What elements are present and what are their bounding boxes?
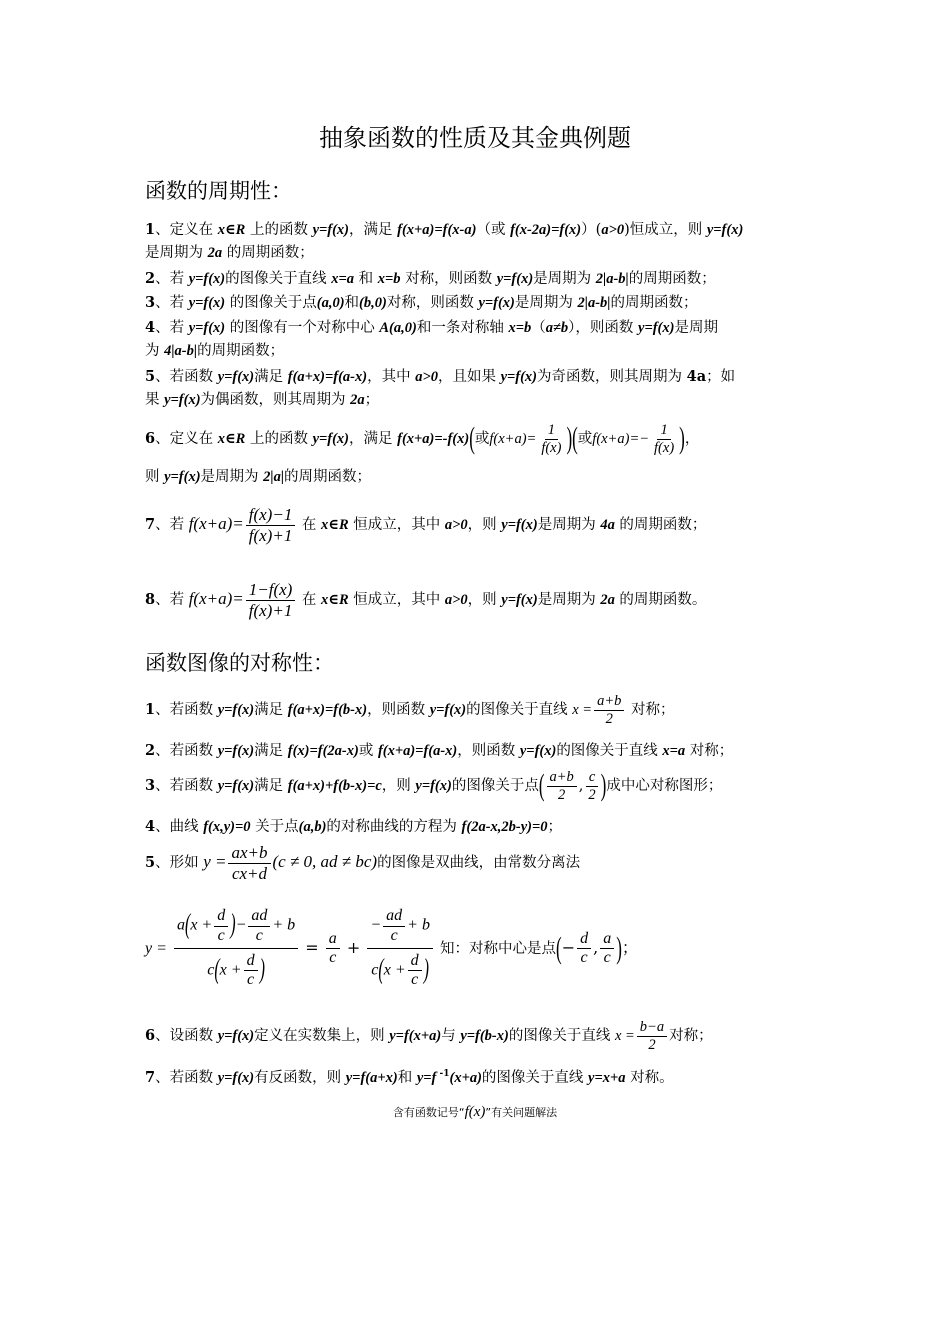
- periodicity-item-8: 8、若 f(x+a)= $\frac{1-f(x)}{f(x)+1}$ 在 x∈R 恒成立，其中 a>0，则 y=f(x)是周期为 2a 的周期函数。: [145, 579, 707, 620]
- frac-center-d-c: $\frac{d}{c}$: [577, 930, 591, 968]
- symmetry-item-3: 3、若函数 y=f(x)满足 f(a+x)+f(b-x)=c，则 y=f(x)的图像关于点( $\frac{a+b}{2}$ , $\frac{c}{2}$ )成中心对称图形；: [145, 768, 723, 803]
- fraction-p7: $\frac{f(x)-1}{f(x)+1}$: [246, 505, 296, 545]
- fraction-1-over-fx: $\frac{1}{f(x)}$: [541, 421, 562, 456]
- fraction-p8: $\frac{1-f(x)}{f(x)+1}$: [246, 580, 296, 620]
- section-heading-periodicity: 函数的周期性：: [145, 179, 292, 203]
- periodicity-item-4: 4、若 y=f(x) 的图像有一个对称中心 A(a,0)和一条对称轴 x=b（a≠b），则函数 y=f(x)是周期 为 4|a-b|的周期函数；: [145, 319, 718, 359]
- section-heading-symmetry: 函数图像的对称性：: [145, 651, 334, 675]
- equation-second-fraction: − $\frac{ad}{c}$ + b c(x + $\frac{d}{c}$ ): [367, 907, 433, 990]
- frac-a-c: $\frac{a}{c}$: [326, 930, 340, 968]
- fraction-s3a: $\frac{a+b}{2}$: [547, 769, 577, 803]
- periodicity-item-7: 7、若 f(x+a)= $\frac{f(x)-1}{f(x)+1}$ 在 x∈R 恒成立，其中 a>0，则 y=f(x)是周期为 4a 的周期函数；: [145, 504, 707, 545]
- fraction-neg-1-over-fx: $\frac{1}{f(x)}$: [654, 421, 675, 456]
- fraction-s5: $\frac{ax+b}{cx+d}$: [228, 843, 270, 883]
- footer-heading: 含有函数记号“f(x)”有关问题解法: [392, 1104, 558, 1120]
- symmetry-item-2: 2、若函数 y=f(x)满足 f(x)=f(2a-x)或 f(x+a)=f(a-x)，则函数 y=f(x)的图像关于直线 x=a 对称；: [145, 742, 734, 759]
- symmetry-item-4: 4、曲线 f(x,y)=0 关于点(a,b)的对称曲线的方程为 f(2a-x,2b-y)=0；: [145, 818, 562, 835]
- periodicity-item-5: 5、若函数 y=f(x)满足 f(a+x)=f(a-x)，其中 a>0，且如果 y=f(x)为奇函数，则其周期为 4a；如 果 y=f(x)为偶函数，则其周期为 2a；: [145, 368, 736, 408]
- page-title: 抽象函数的性质及其金典例题: [319, 124, 631, 152]
- fraction-s6: $\frac{b-a}{2}$: [637, 1019, 667, 1053]
- frac-d-c-3: $\frac{d}{c}$: [408, 952, 422, 990]
- fraction-s1: $\frac{a+b}{2}$: [594, 693, 624, 727]
- frac-d-c-1: $\frac{d}{c}$: [214, 907, 228, 945]
- symmetry-item-6: 6、设函数 y=f(x)定义在实数集上，则 y=f(x+a)与 y=f(b-x)的图像关于直线 x = $\frac{b-a}{2}$ 对称；: [145, 1018, 713, 1053]
- periodicity-item-3: 3、若 y=f(x) 的图像关于点(a,0)和(b,0)对称，则函数 y=f(x)是周期为 2|a-b|的周期函数；: [145, 294, 698, 311]
- frac-center-a-c: $\frac{a}{c}$: [600, 930, 614, 968]
- symmetry-item-5: 5、形如 y = $\frac{ax+b}{cx+d}$ (c ≠ 0, ad ≠ bc)的图像是双曲线，由常数分离法: [145, 842, 581, 883]
- fraction-s3b: $\frac{c}{2}$: [585, 769, 598, 803]
- symmetry-item-1: 1、若函数 y=f(x)满足 f(a+x)=f(b-x)，则函数 y=f(x)的图像关于直线 x = $\frac{a+b}{2}$ 对称；: [145, 692, 675, 727]
- equation-main-fraction: a(x + $\frac{d}{c}$ )− $\frac{ad}{c}$ + b c(x + $\frac{d}{c}$ ): [174, 907, 298, 990]
- frac-ad-c-2: $\frac{ad}{c}$: [383, 907, 405, 945]
- periodicity-item-1: 1、定义在 x∈R 上的函数 y=f(x)，满足 f(x+a)=f(x-a)（或 f(x-2a)=f(x)）(a>0)恒成立，则 y=f(x) 是周期为 2a 的周期函数；: [145, 221, 744, 261]
- periodicity-item-2: 2、若 y=f(x)的图像关于直线 x=a 和 x=b 对称，则函数 y=f(x)是周期为 2|a-b|的周期函数；: [145, 270, 716, 287]
- symmetry-item-7: 7、若函数 y=f(x)有反函数，则 y=f(a+x)和 y=f $^{-1}$(x+a)的图像关于直线 y=x+a 对称。: [145, 1068, 674, 1086]
- periodicity-item-6-cont: 则 y=f(x)是周期为 2|a|的周期函数；: [145, 469, 372, 485]
- periodicity-item-6: 6、定义在 x∈R 上的函数 y=f(x)，满足 f(x+a)=-f(x)(或f(x+a)= $\frac{1}{f(x)}$ )(或f(x+a)=− $\frac{1}{f(x)}$ )，: [145, 421, 700, 456]
- frac-ad-c-1: $\frac{ad}{c}$: [248, 907, 270, 945]
- symmetry-item-5-equation: y = a(x + $\frac{d}{c}$ )− $\frac{ad}{c}$ + b c(x + $\frac{d}{c}$ ) = $\frac{a}{c}$ + − $\frac{ad}{c}$ + b c(x + $\frac{d}{c}$ ) 知：对称中心是点(− $\frac{d}{c}$ , $\frac{a}{c}$ )；: [145, 907, 638, 989]
- frac-d-c-2: $\frac{d}{c}$: [244, 952, 258, 990]
